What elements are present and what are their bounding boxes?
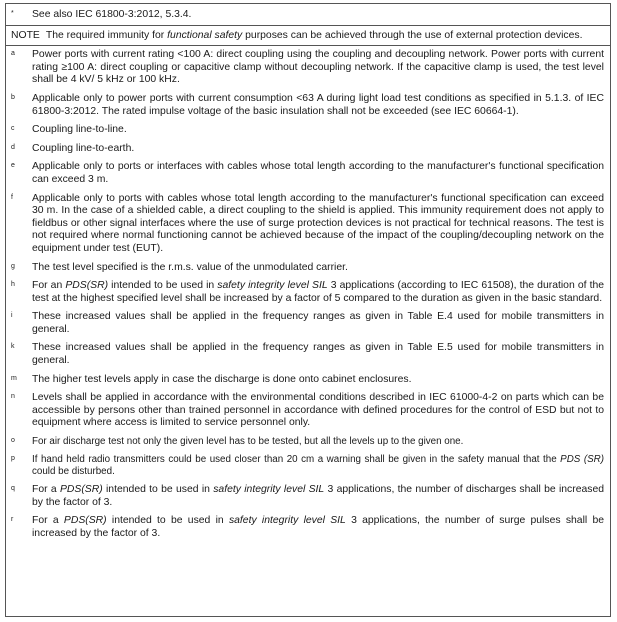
footnote-text [32,161,604,186]
note-text-post: purposes can be achieved through the use of external protection devices. [242,29,583,41]
footnote-text-run: For a [32,515,64,527]
footnote-text [32,484,604,509]
footnote-text-run: intended to be used in [102,484,214,496]
footnote-text-run: The higher test levels apply in case the discharge is done onto cabinet enclosures. [32,373,412,385]
footnote-text-run: Coupling line-to-earth. [32,142,135,154]
footnote-text-run: If hand held radio transmitters could be used closer than 20 cm a warning shall be given in the safety manual that the [32,454,561,466]
footnote-text [32,193,604,256]
note-label: NOTE [11,29,40,41]
footnote-mark: g [11,262,15,270]
footnote-o [11,436,604,448]
footnote-mark: h [11,281,15,289]
footnote-mark: p [11,455,15,463]
footnote-text [32,392,604,430]
star-note-mark: * [11,10,14,17]
footnote-n [11,392,604,430]
footnote-list [6,46,610,542]
note-box [6,26,610,47]
footnote-mark: k [11,343,15,351]
footnote-text [32,311,604,336]
footnote-b [11,93,604,118]
footnote-mark: n [11,393,15,401]
footnote-text-run: Levels shall be applied in accordance with the environmental conditions described in IEC 61000-4-2 on parts which can be accessible by persons other than trained personnel in accordance with defined procedures for the control of ESD but not to equipment where access is limited to service personnel only. [32,392,604,429]
footnote-mark: b [11,93,15,101]
footnote-text-run: 3 applications, the number of surge pulses shall be increased by the factor of 3. [32,515,605,539]
footnote-text-run: These increased values shall be applied in the frequency ranges as given in Table E.4 used for mobile transmitters in general. [32,311,604,335]
footnote-text-run: intended to be used in [108,280,218,292]
footnote-c [11,124,604,137]
footnote-r [11,515,604,540]
footnote-i [11,311,604,336]
footnote-text-italic: safety integrity level SIL [228,515,346,527]
footnote-q [11,484,604,509]
footnote-mark: o [11,437,15,445]
footnote-k [11,342,604,367]
note-text-pre: The required immunity for [45,29,168,41]
footnote-text-run: For an [32,280,66,292]
footnote-text-run: 3 applications, the number of discharges shall be increased by the factor of 3. [32,484,605,508]
footnote-text [32,454,604,478]
footnote-text-run: For air discharge test not only the given level has to be tested, but all the levels up to the given one. [32,436,464,448]
footnote-h [11,280,604,305]
footnote-text-run: Applicable only to power ports with current consumption <63 A during light load test conditions as specified in 5.1.3. of IEC 61800-3:2012. The rated impulse voltage of the basic insulation shall not be exceeded (see IEC 60664-1). [32,92,604,117]
footnote-text [32,262,604,275]
footnote-text [32,342,604,367]
footnote-mark: a [11,50,15,58]
footnote-text-run: intended to be used in [106,515,229,527]
footnote-text [32,49,604,87]
footnote-mark: c [11,125,15,133]
footnote-text-run: For a [32,484,60,496]
footnote-text-run: Coupling line-to-line. [32,124,127,136]
footnote-mark: f [11,193,13,201]
footnote-mark: d [11,143,15,151]
star-note-box [6,4,610,26]
footnote-text-italic: PDS (SR) [560,454,604,466]
note-paragraph [11,30,604,43]
footnote-text-run: These increased values shall be applied in the frequency ranges as given in Table E.5 used for mobile transmitters in general. [32,342,604,367]
footnote-text-italic: PDS(SR) [59,484,103,496]
footnote-f [11,193,604,256]
footnote-table [5,3,611,617]
footnote-text [32,143,604,156]
footnote-text-italic: safety integrity level SIL [217,280,328,292]
footnote-mark: e [11,162,15,170]
footnote-text-run: The test level specified is the r.m.s. value of the unmodulated carrier. [32,261,348,273]
footnote-text-run: 3 applications (according to IEC 61508), the duration of the test at the highest specified level shall be increased by a factor of 5 compared to the duration as given in the basic standard. [32,280,605,304]
footnote-text-italic: PDS(SR) [65,280,109,292]
footnote-mark: r [11,516,14,524]
footnote-mark: m [11,374,17,382]
footnote-text [32,124,604,137]
footnote-text-run: Applicable only to ports with cables whose total length according to the manufacturer's functional specification can exceed 30 m. In the case of a shielded cable, a direct coupling to the shield is applied. This immunity requirement does not apply to fieldbus or other signal interfaces where the use of surge protection devices is not practical for technical reasons. The test is not required where normal functioning cannot be achieved because of the impact of the coupling/decoupling network on the equipment under test (EUT). [32,192,604,254]
footnote-text [32,374,604,387]
footnote-text-run: could be disturbed. [32,466,115,478]
footnote-e [11,161,604,186]
footnote-text [32,93,604,118]
star-note [11,9,604,22]
footnote-text [32,280,604,305]
footnote-d [11,143,604,156]
footnote-text [32,436,604,448]
footnote-text-italic: safety integrity level SIL [213,484,325,496]
footnote-text [32,515,604,540]
footnote-mark: q [11,485,15,493]
footnote-text-run: Power ports with current rating <100 A: direct coupling using the coupling and decoupling network. Power ports with current rating ≥100 A: direct coupling or capacitive clamp without decoupling network. If the capacitive clamp is used, the test level shall be 4 kV/ 5 kHz or 100 kHz. [32,49,604,86]
footnote-g [11,262,604,275]
footnote-text-italic: PDS(SR) [63,515,107,527]
star-note-text: See also IEC 61800-3:2012, 5.3.4. [32,9,192,20]
footnote-mark: i [11,312,13,320]
note-text-italic: functional safety [167,29,243,41]
footnote-text-run: Applicable only to ports or interfaces with cables whose total length according to the manufacturer's functional specification can exceed 3 m. [32,161,604,185]
footnote-m [11,374,604,387]
footnote-a [11,49,604,87]
footnote-p [11,454,604,478]
